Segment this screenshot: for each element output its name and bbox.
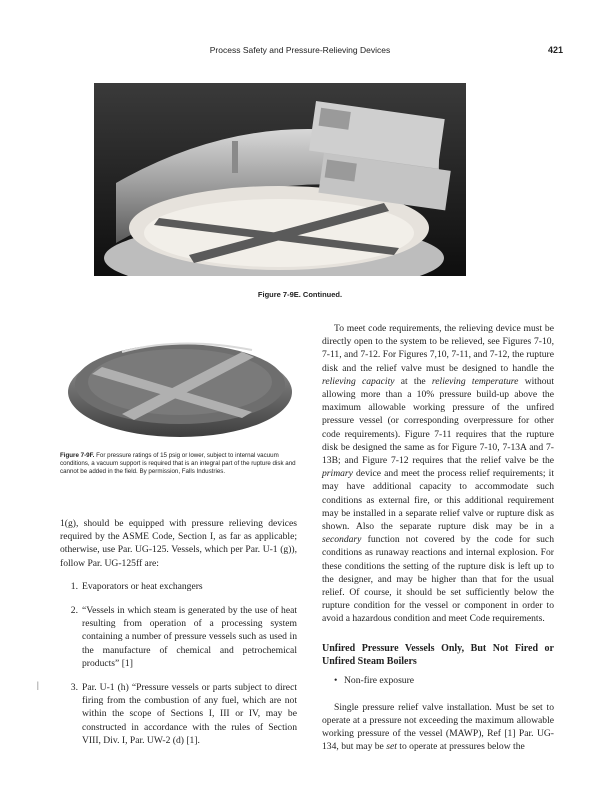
emphasis: primary bbox=[322, 468, 353, 480]
emphasis: relieving temperature bbox=[431, 375, 519, 387]
list-item-text: Evaporators or heat exchangers bbox=[82, 580, 203, 592]
left-column bbox=[60, 517, 297, 758]
list-item bbox=[60, 604, 297, 670]
margin-mark: | bbox=[37, 680, 39, 690]
figure-7-9f-caption bbox=[60, 452, 297, 477]
list-item-number: 2. bbox=[70, 605, 78, 617]
section-heading: Unfired Pressure Vessels Only, But Not Fired or Unfired Steam Boilers bbox=[322, 642, 554, 667]
list-item-text: “Vessels in which steam is generated by the use of heat resulting from operation of a processing system containing a number of pressure vessels such as used in the manufacture of chemical and petrochemical products” [1] bbox=[82, 605, 297, 669]
emphasis: set bbox=[386, 741, 397, 753]
bullet-icon: • bbox=[334, 674, 338, 686]
list-item-number: 1. bbox=[70, 580, 78, 592]
list-item bbox=[60, 681, 297, 747]
figure-photo-rupture-disk-holder bbox=[94, 83, 466, 276]
emphasis: secondary bbox=[322, 534, 362, 546]
page-number: 421 bbox=[548, 45, 564, 55]
code-requirements-paragraph: To meet code requirements, the relieving device must be directly open to the system to be relieved, see Figures 7-10, 7-11, and 7-12. For Figures 7,10, 7-11, and 7-12, the rupture disk and the relief valve must be designed to handle the relieving capacity at the relieving temperature without allowing more than a 10% pressure build-up above the maximum allowable working pressure of the unfired pressure vessel (or corresponding overpressure for other code requirements). Figure 7-11 requires that the rupture disk be designed the same as for Figure 7-10, 7-13A and 7-13B; and Figure 7-12 requires that the relief valve be the primary device and meet the process relief requirements; it may have additional capacity to accommodate such conditions as external fire, or this additional requirement may be installed in a separate relief valve or rupture disk as shown. Also the separate rupture disk may be in a secondary function not covered by the code for such conditions as runaway reactions and internal explosion. For these conditions the setting of the rupture disk is left up to the designer, and may be higher than that for the usual relief. Of course, it should be set sufficiently below the rupture condition for the vessel or component in order to avoid a hazardous condition and meet Code requirements. bbox=[322, 323, 555, 625]
bullet-text: Non-fire exposure bbox=[344, 674, 415, 686]
figure-label: Figure 7-9F. bbox=[60, 452, 95, 459]
figure-caption-text: For pressure ratings of 15 psig or lower, subject to internal vacuum conditions, a vacuum support is required that is an integral part of the rupture disk and cannot be added in the field. By permission, Falls Industries. bbox=[60, 452, 296, 476]
right-column bbox=[322, 322, 554, 754]
emphasis: relieving capacity bbox=[322, 375, 395, 387]
single-valve-paragraph: Single pressure relief valve installation. Must be set to operate at a pressure not exceeding the maximum allowable working pressure of the vessel (MAWP), Ref [1] Par. UG-134, but may be set to operate at pressures below the bbox=[322, 701, 554, 753]
figure-photo-vacuum-support bbox=[62, 322, 299, 442]
list-item-text: Par. U-1 (h) “Pressure vessels or parts subject to direct firing from the combustion of any fuel, which are not within the scope of Sections I, III or IV, may be constructed in accordance with the rules of Section VIII, Div. I, Par. UW-2 (d) [1]. bbox=[82, 682, 297, 746]
running-title: Process Safety and Pressure-Relieving Devices bbox=[209, 45, 391, 55]
list-item-number: 3. bbox=[70, 682, 78, 694]
rupture-disk-holder-illustration bbox=[94, 83, 466, 276]
bullet-item bbox=[322, 674, 554, 687]
figure-7-9e-caption: Figure 7-9E. Continued. bbox=[257, 290, 343, 299]
vacuum-support-disk-illustration bbox=[62, 322, 299, 442]
list-item bbox=[60, 580, 297, 593]
vessel-list bbox=[60, 580, 297, 747]
left-intro-paragraph: 1(g), should be equipped with pressure relieving devices required by the ASME Code, Section I, as far as applicable; otherwise, use Par. UG-125. Vessels, which per Par. U-1 (g)), follow Par. UG-125ff are: bbox=[60, 518, 297, 569]
